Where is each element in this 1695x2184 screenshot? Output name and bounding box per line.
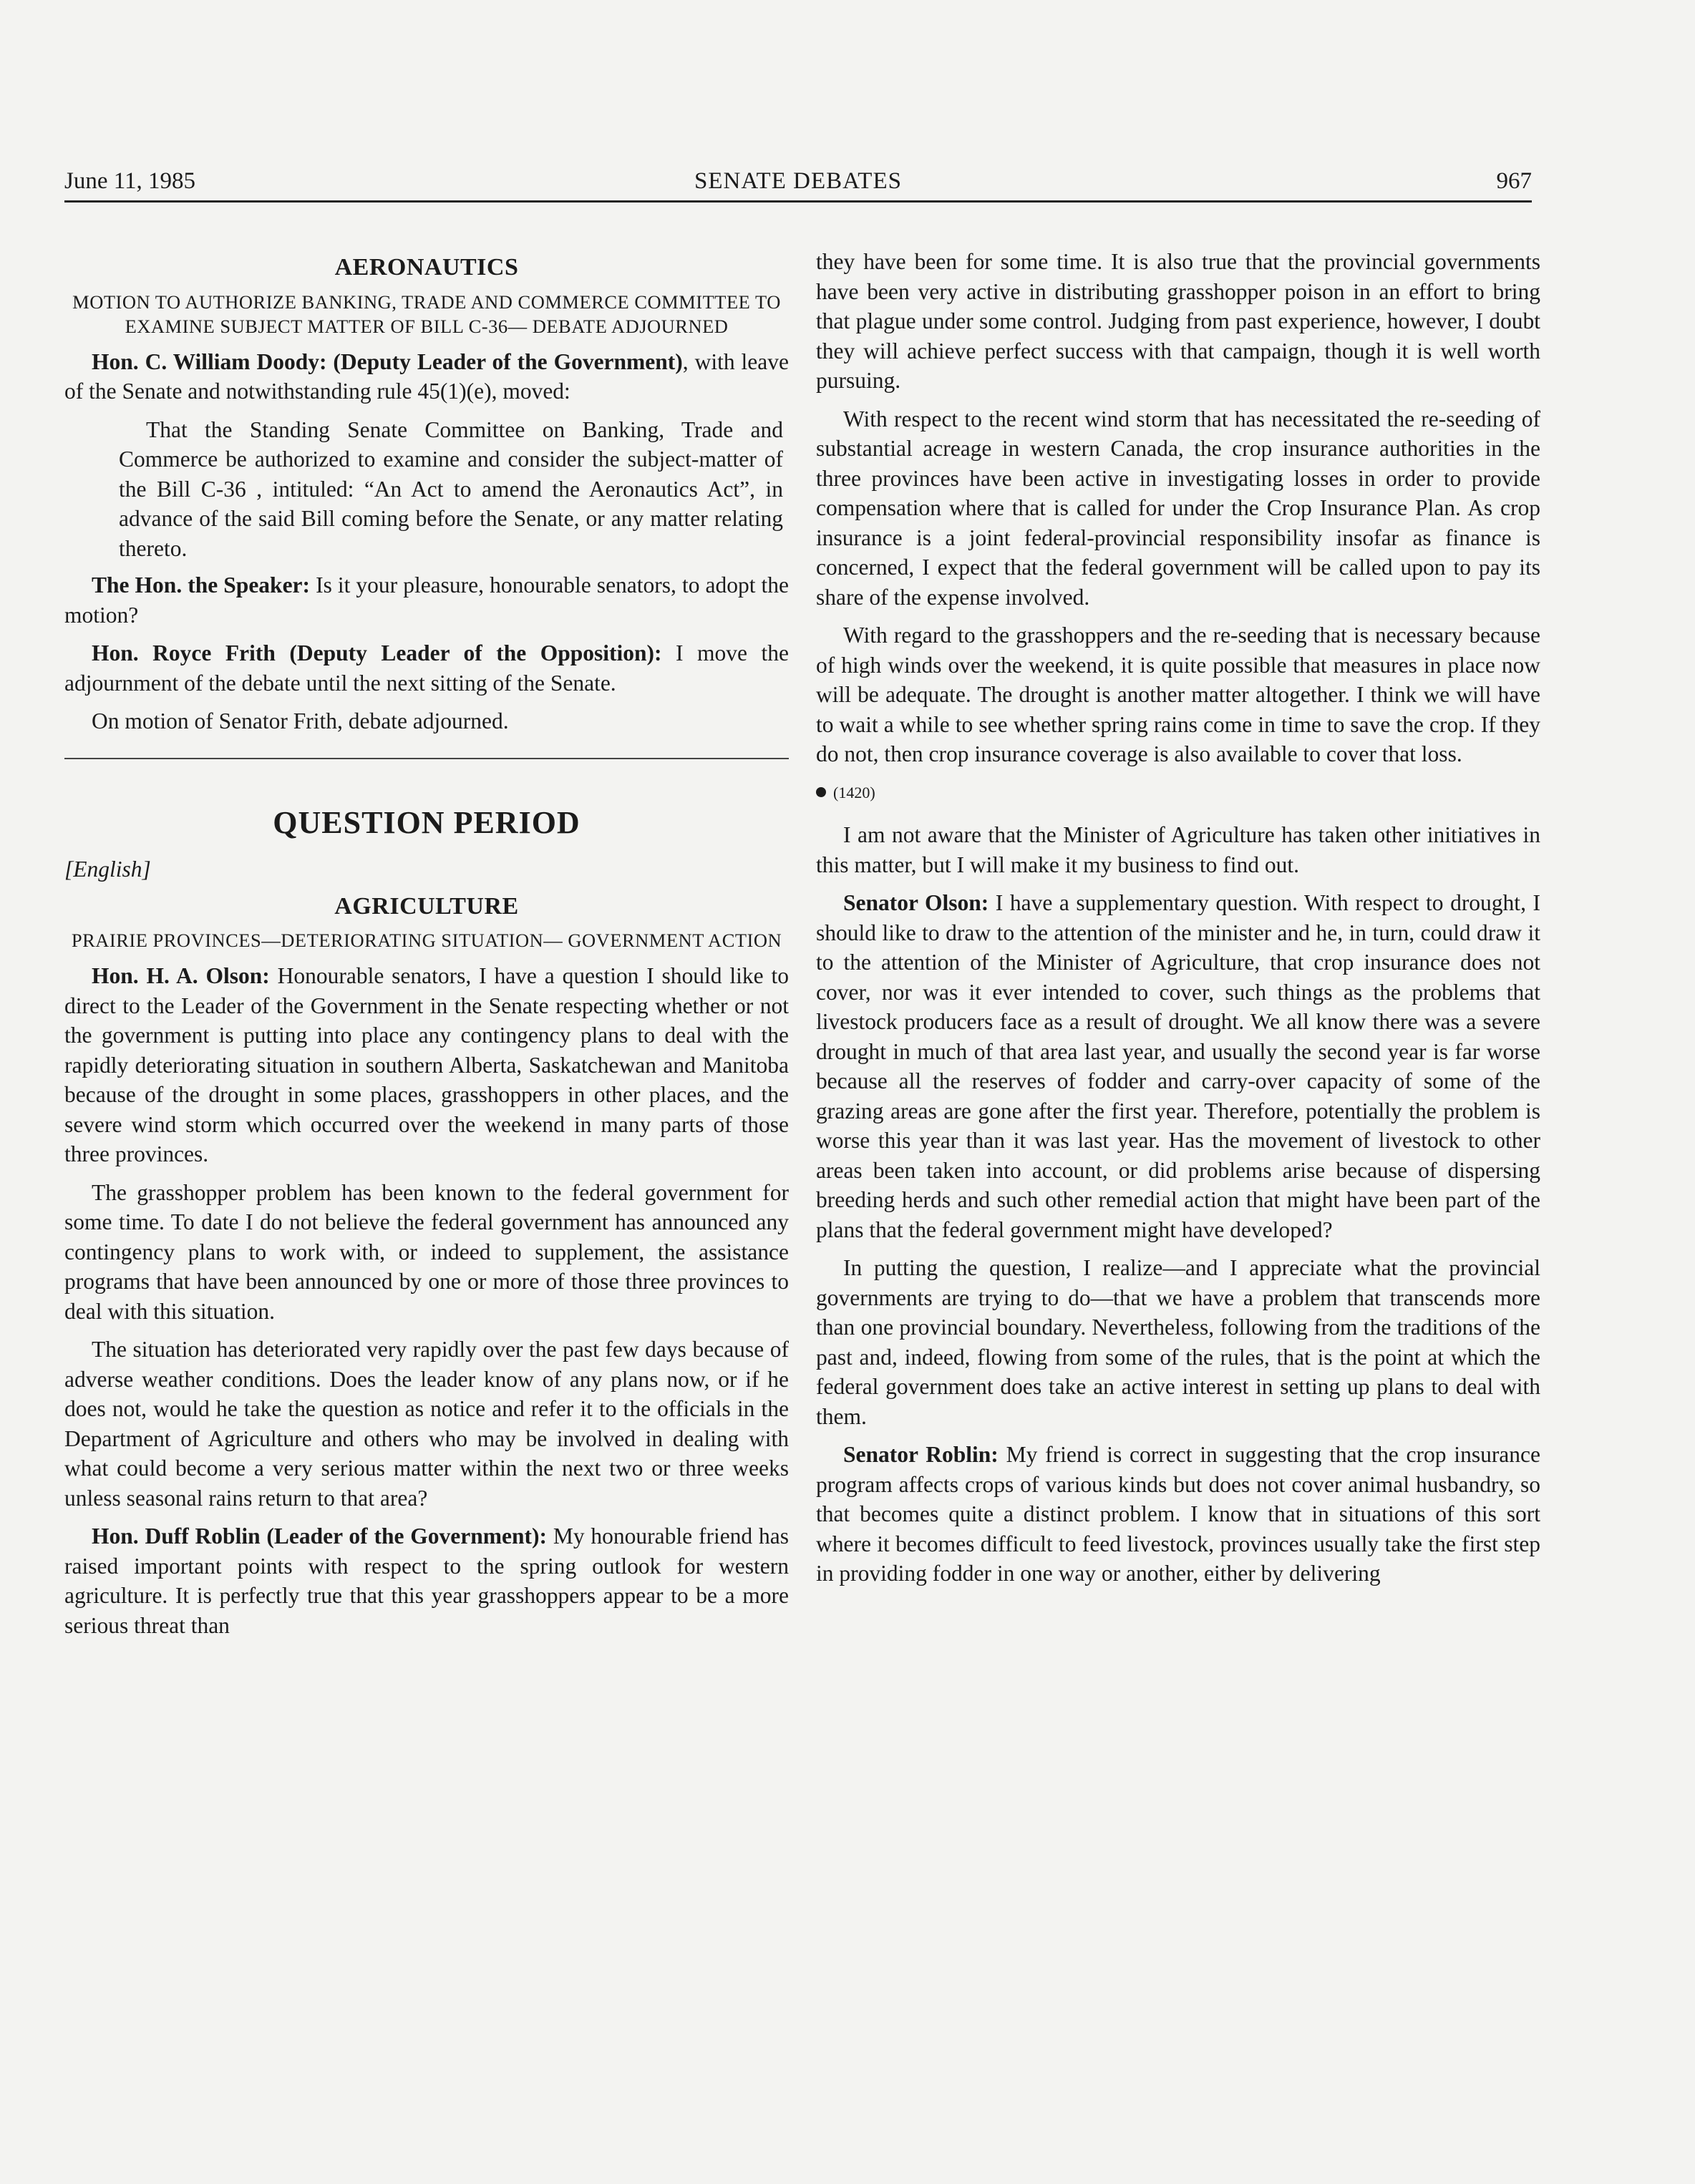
speaker-name: Hon. C. William Doody: (Deputy Leader of the Government) xyxy=(92,348,683,374)
speech-text: I move the adjournment of the debate until the next sitting of the Senate. xyxy=(64,640,789,696)
paragraph: The grasshopper problem has been known to the federal government for some time. To date I do not believe the federal government has announced any contingency plans to work with, or indeed to supplement, the assistance programs that have been announced by one or more of those three provinces to deal with this situation. xyxy=(64,1179,789,1324)
speaker-name: Hon. Duff Roblin (Leader of the Government): xyxy=(92,1524,547,1549)
bullet-icon xyxy=(816,787,826,797)
paragraph xyxy=(64,961,789,1169)
header-title: SENATE DEBATES xyxy=(694,168,902,194)
time-marker-text: (1420) xyxy=(833,783,875,801)
section-heading-question-period: QUESTION PERIOD xyxy=(273,804,581,840)
paragraph xyxy=(64,1521,789,1640)
speech-text: Honourable senators, I have a question I should like to direct to the Leader of the Government in the Senate respecting whether or not the government is putting into place any contingency plans to deal with the rapidly deteriorating situation in southern Alberta, Saskatchewan and Manitoba because of the drought in some places, grasshoppers in other places, and the severe wind storm which occurred over the weekend in many parts of those three provinces. xyxy=(64,963,789,1166)
header-date: June 11, 1985 xyxy=(64,168,196,194)
speaker-name: Senator Olson: xyxy=(843,890,989,915)
speech-text: My friend is correct in suggesting that the crop insurance program affects crops of various kinds but does not cover animal husbandry, so that becomes quite a distinct problem. I know that in situations of this sort where it becomes difficult to feed livestock, provinces usually take the first step in providing fodder in one way or another, either by delivering xyxy=(816,1442,1541,1586)
speaker-name: The Hon. the Speaker: xyxy=(92,572,311,598)
subheading-prairie: PRAIRIE PROVINCES—DETERIORATING SITUATION— GOVERNMENT ACTION xyxy=(71,930,782,951)
paragraph xyxy=(816,888,1540,1244)
speaker-name: Hon. H. A. Olson: xyxy=(92,963,270,988)
paragraph: On motion of Senator Frith, debate adjourned. xyxy=(92,708,509,733)
paragraph: they have been for some time. It is also true that the provincial governments have been very active in distributing grasshopper poison in an effort to bring that plague under some control. Judging from past experience, however, I doubt they will achieve perfect success with that campaign, though it is well worth pursuing. xyxy=(816,249,1540,393)
paragraph: In putting the question, I realize—and I appreciate what the provincial governments are trying to do—that we have a problem that transcends more than one provincial boundary. Nevertheless, following from the traditions of the past and, indeed, flowing from some of the rules, that is the point at which the federal government does take an active interest in setting up plans to deal with them. xyxy=(816,1255,1540,1429)
page-header xyxy=(64,163,1532,203)
time-marker xyxy=(816,778,1540,808)
speech-text: , with leave of the Senate and notwithstanding rule 45(1)(e), moved: xyxy=(64,348,789,404)
speaker-name: Hon. Royce Frith (Deputy Leader of the Opposition): xyxy=(92,640,662,666)
paragraph xyxy=(816,1440,1540,1589)
paragraph xyxy=(64,570,789,630)
motion-quote: That the Standing Senate Committee on Banking, Trade and Commerce be authorized to examine and consider the subject-matter of the Bill C-36 , intituled: “An Act to amend the Aeronautics Act”, in advance of the said Bill coming before the Senate, or any matter relating thereto. xyxy=(119,416,783,561)
section-heading-agriculture: AGRICULTURE xyxy=(334,892,519,920)
speaker-name: Senator Roblin: xyxy=(843,1442,999,1467)
speech-text: Is it your pleasure, honourable senators, to adopt the motion? xyxy=(64,572,790,628)
page-number: 967 xyxy=(1496,168,1532,194)
paragraph xyxy=(64,347,789,406)
speech-text: I have a supplementary question. With respect to drought, I should like to draw to the attention of the minister and he, in turn, could draw it to the attention of the Minister of Agriculture, that crop insurance does not cover, nor was it ever intended to cover, such things as the problems that livestock producers face as a result of drought. We all know there was a severe drought in much of that area last year, and usually the second year is far worse because all the reserves of fodder and carry-over capacity of some of the grazing areas are gone after the first year. Therefore, potentially the problem is worse this year than it was last year. Has the movement of livestock to other areas been taken into account, or did problems arise because of dispersing breeding herds and such other remedial action that might have been part of the plans that the federal government might have developed? xyxy=(816,890,1540,1242)
speech-text: My honourable friend has raised important points with respect to the spring outlook for western agriculture. It is perfectly true that this year grasshoppers appear to be a more serious threat than xyxy=(64,1524,789,1638)
subheading-motion: MOTION TO AUTHORIZE BANKING, TRADE AND COMMERCE COMMITTEE TO EXAMINE SUBJECT MATTER OF BILL C-36— DEBATE ADJOURNED xyxy=(72,291,781,337)
right-column xyxy=(816,247,1540,1597)
paragraph xyxy=(64,638,789,698)
paragraph: The situation has deteriorated very rapidly over the past few days because of adverse weather conditions. Does the leader know of any plans now, or if he does not, would he take the question as notice and refer it to the officials in the Department of Agriculture and others who may be involved in dealing with what could become a very serious matter within the next two or three weeks unless seasonal rains return to that area? xyxy=(64,1337,789,1511)
paragraph: With respect to the recent wind storm that has necessitated the re-seeding of substantial acreage in western Canada, the crop insurance authorities in the three provinces have been active in investigating losses in order to provide compensation where that is called for under the Crop Insurance Plan. As crop insurance is a joint federal-provincial responsibility insofar as finance is concerned, I expect that the federal government will be called upon to pay its share of the expense involved. xyxy=(816,406,1540,610)
left-column xyxy=(64,247,789,1649)
paragraph: With regard to the grasshoppers and the re-seeding that is necessary because of high winds over the weekend, it is quite possible that measures in place now will be adequate. The drought is another matter altogether. I think we will have to wait a while to see whether spring rains come in time to save the crop. If they do not, then crop insurance coverage is also available to cover that loss. xyxy=(816,623,1540,766)
section-heading-aeronautics: AERONAUTICS xyxy=(334,254,519,281)
section-divider xyxy=(64,758,789,759)
language-note: [English] xyxy=(64,857,151,882)
paragraph: I am not aware that the Minister of Agriculture has taken other initiatives in this matter, but I will make it my business to find out. xyxy=(816,822,1540,877)
